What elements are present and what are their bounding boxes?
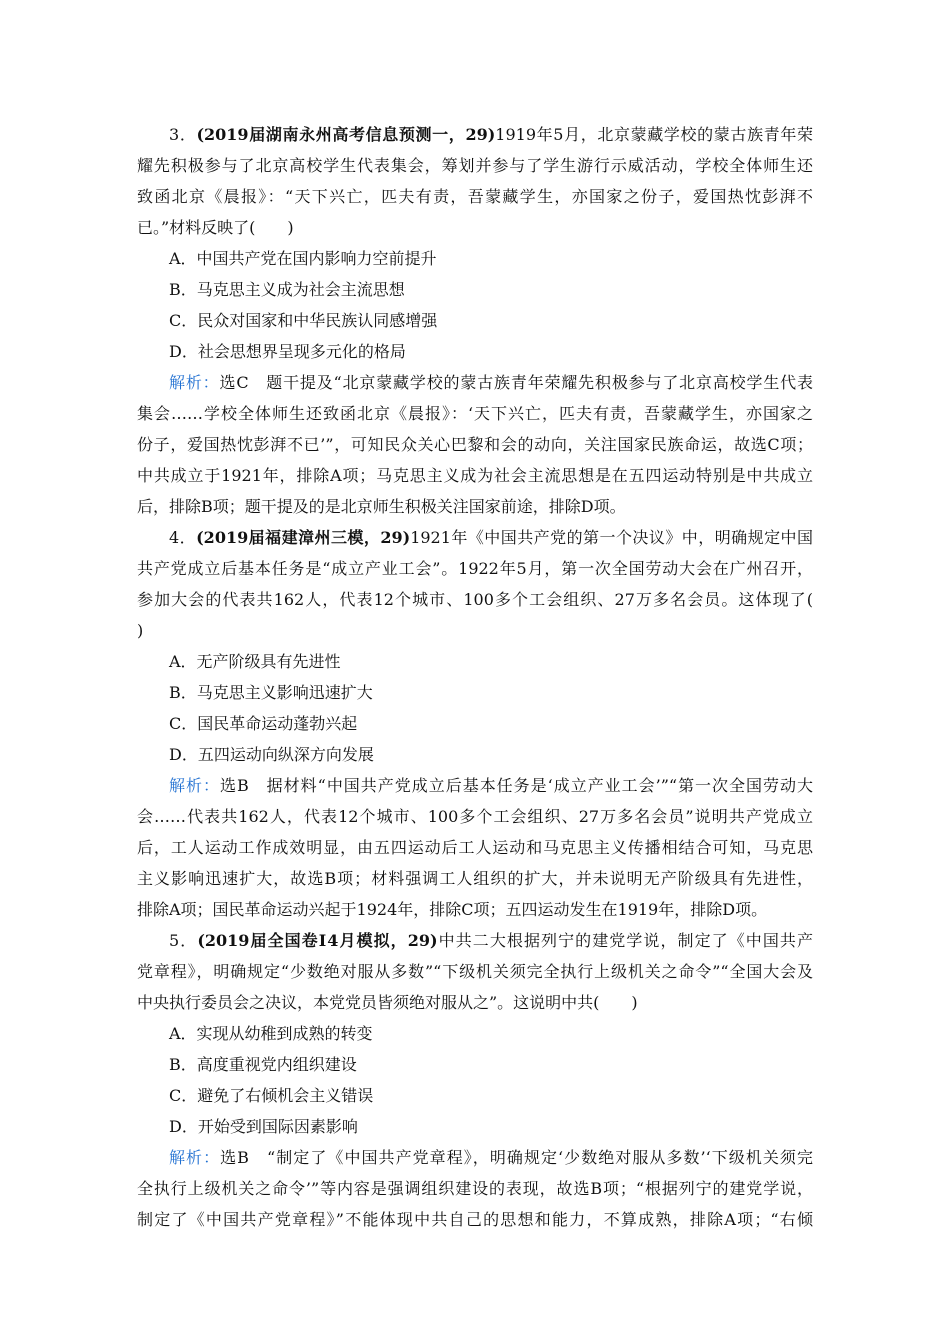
question-stem-line: 党章程》，明确规定“少数绝对服从多数”“下级机关须完全执行上级机关之命令”“全国大会及 xyxy=(137,962,813,981)
analysis-line: 制定了《中国共产党章程》”不能体现中共自己的思想和能力，不算成熟，排除A项；“右倾 xyxy=(137,1210,813,1229)
question-stem-line: 参加大会的代表共162人，代表12个城市、100多个工会组织、27万多名会员。这体现了( xyxy=(137,590,813,609)
question-3 xyxy=(137,119,813,522)
option-c: C．避免了右倾机会主义错误 xyxy=(169,1086,374,1105)
question-source: (2019届全国卷Ⅰ4月模拟，29) xyxy=(197,931,438,950)
analysis-line: 会……代表共162人，代表12个城市、100多个工会组织、27万多名会员”说明共产党成立 xyxy=(137,807,813,826)
option-d: D．开始受到国际因素影响 xyxy=(169,1117,358,1136)
analysis-line: 排除A项；国民革命运动兴起于1924年，排除C项；五四运动发生在1919年，排除D项。 xyxy=(137,900,768,919)
analysis-line: 解析：选C 题干提及“北京蒙藏学校的蒙古族青年荣耀先积极参与了北京高校学生代表 xyxy=(169,373,813,392)
analysis-line: 份子，爱国热忱彭湃不已’”，可知民众关心巴黎和会的动向，关注国家民族命运，故选C项； xyxy=(137,435,813,454)
analysis-label: 解析： xyxy=(169,373,220,392)
question-stem-line: 中央执行委员会之决议，本党党员皆须绝对服从之”。这说明中共( ) xyxy=(137,993,638,1012)
question-stem-line: 4．(2019届福建漳州三模，29)1921年《中国共产党的第一个决议》中，明确规定中国 xyxy=(169,528,813,547)
question-number: 5． xyxy=(169,931,198,950)
analysis-line: 主义影响迅速扩大，故选B项；材料强调工人组织的扩大，并未说明无产阶级具有先进性， xyxy=(137,869,813,888)
option-b: B．马克思主义影响迅速扩大 xyxy=(169,683,373,702)
analysis-line: 解析：选B 据材料“中国共产党成立后基本任务是‘成立产业工会’”“第一次全国劳动大 xyxy=(169,776,813,795)
question-stem-line: 3．(2019届湖南永州高考信息预测一，29)1919年5月，北京蒙藏学校的蒙古族青年荣 xyxy=(169,125,813,144)
analysis-line: 后，工人运动工作成效明显，由五四运动后工人运动和马克思主义传播相结合可知，马克思 xyxy=(137,838,813,857)
question-source: (2019届福建漳州三模，29) xyxy=(196,528,411,547)
question-stem-line: 已。”材料反映了( ) xyxy=(137,218,294,237)
question-number: 4． xyxy=(169,528,197,547)
option-a: A．实现从幼稚到成熟的转变 xyxy=(169,1024,373,1043)
analysis-line: 后，排除B项；题干提及的是北京师生积极关注国家前途，排除D项。 xyxy=(137,497,626,516)
analysis-line: 集会……学校全体师生还致函北京《晨报》：‘天下兴亡，匹夫有责，吾蒙藏学生，亦国家之 xyxy=(137,404,813,423)
question-stem-line: 耀先积极参与了北京高校学生代表集会，筹划并参与了学生游行示威活动，学校全体师生还 xyxy=(137,156,813,175)
option-b: B．马克思主义成为社会主流思想 xyxy=(169,280,405,299)
question-source: (2019届湖南永州高考信息预测一，29) xyxy=(196,125,496,144)
option-a: A．中国共产党在国内影响力空前提升 xyxy=(169,249,437,268)
option-c: C．国民革命运动蓬勃兴起 xyxy=(169,714,358,733)
option-d: D．社会思想界呈现多元化的格局 xyxy=(169,342,406,361)
question-5 xyxy=(137,925,813,1235)
option-d: D．五四运动向纵深方向发展 xyxy=(169,745,374,764)
option-a: A．无产阶级具有先进性 xyxy=(169,652,341,671)
question-stem-line: ) xyxy=(137,621,144,640)
analysis-line: 中共成立于1921年，排除A项；马克思主义成为社会主流思想是在五四运动特别是中共成立 xyxy=(137,466,813,485)
analysis-line: 全执行上级机关之命令’”等内容是强调组织建设的表现，故选B项；“根据列宁的建党学说， xyxy=(137,1179,813,1198)
analysis-label: 解析： xyxy=(169,776,220,795)
question-stem-line: 5．(2019届全国卷Ⅰ4月模拟，29)中共二大根据列宁的建党学说，制定了《中国共产 xyxy=(169,931,813,950)
question-4 xyxy=(137,522,813,925)
analysis-line: 解析：选B “制定了《中国共产党章程》，明确规定‘少数绝对服从多数’‘下级机关须完 xyxy=(169,1148,813,1167)
document-page xyxy=(137,119,813,1235)
option-c: C．民众对国家和中华民族认同感增强 xyxy=(169,311,438,330)
option-b: B．高度重视党内组织建设 xyxy=(169,1055,357,1074)
question-stem-line: 共产党成立后基本任务是“成立产业工会”。1922年5月，第一次全国劳动大会在广州召开， xyxy=(137,559,813,578)
analysis-label: 解析： xyxy=(169,1148,221,1167)
question-stem-line: 致函北京《晨报》：“天下兴亡，匹夫有责，吾蒙藏学生，亦国家之份子，爱国热忱彭湃不 xyxy=(137,187,813,206)
question-number: 3． xyxy=(169,125,197,144)
